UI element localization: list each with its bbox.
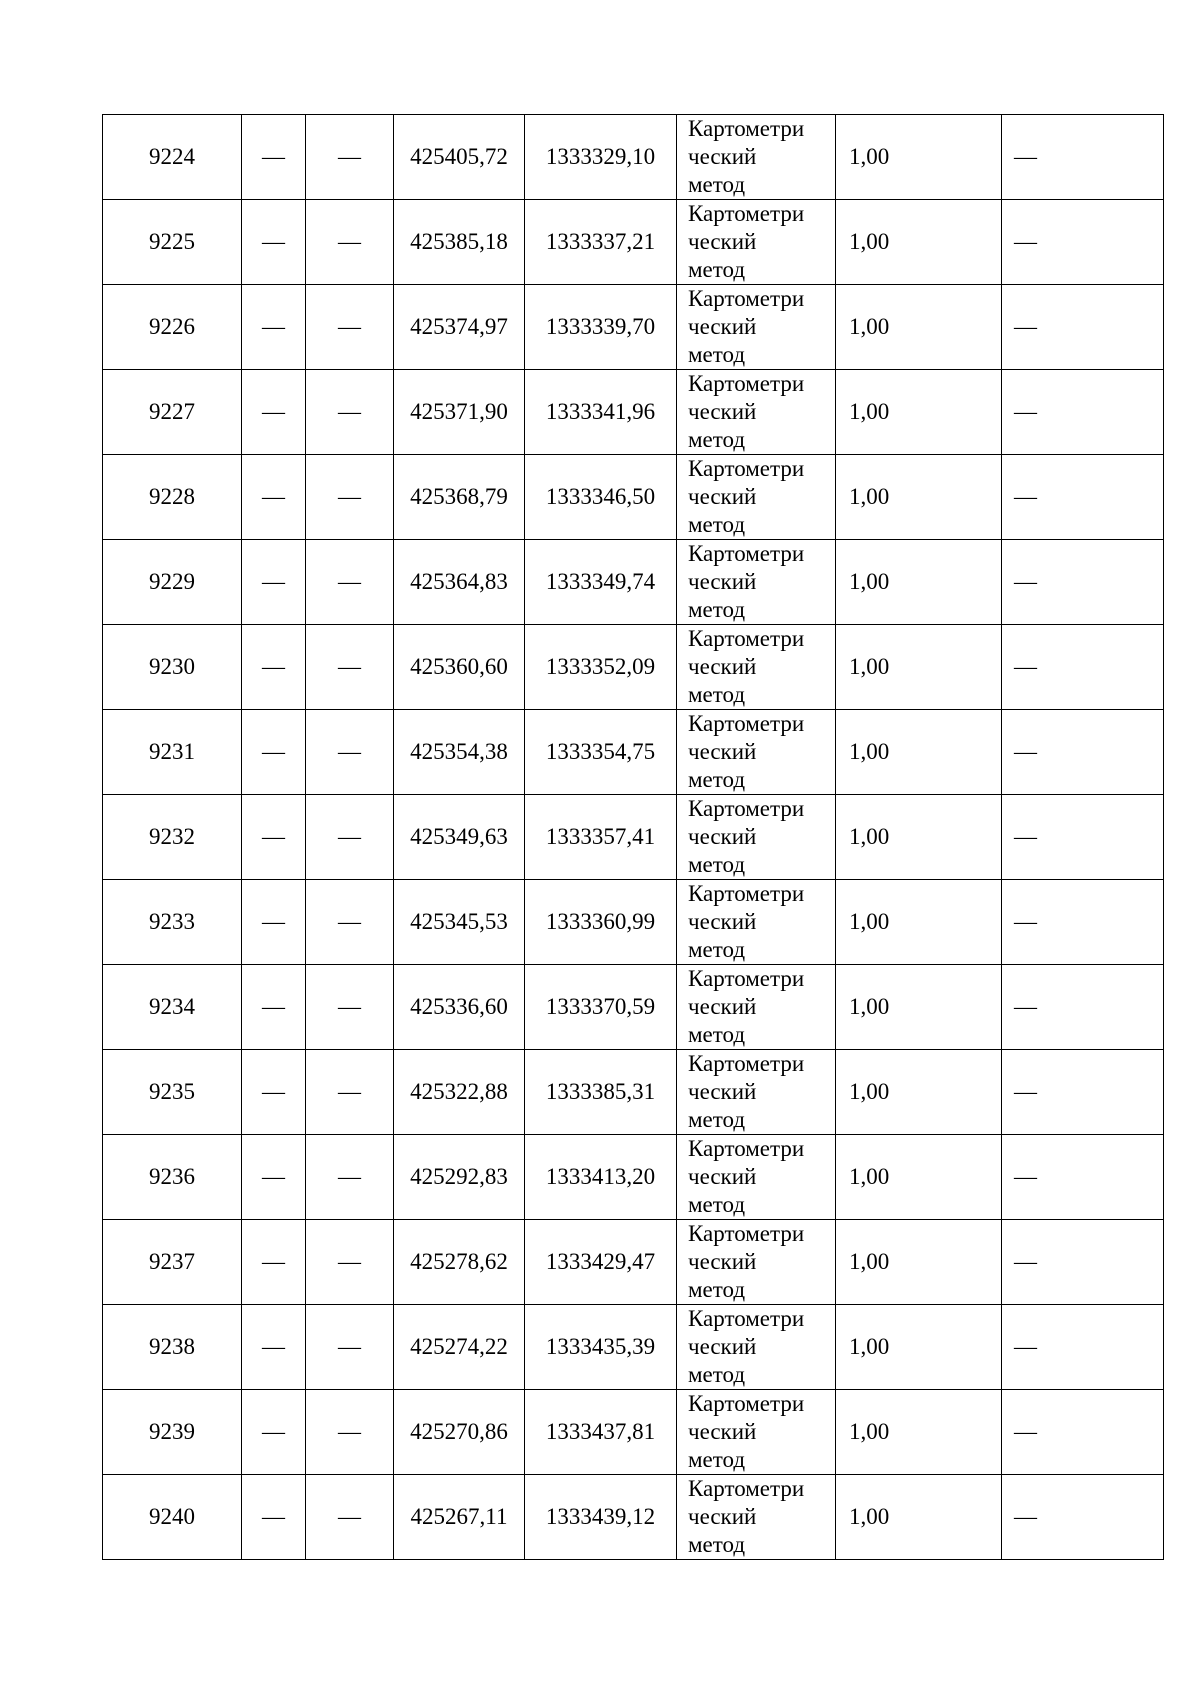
method-text-line: Картометри	[688, 286, 805, 311]
method-text-line: метод	[688, 852, 746, 877]
empty-dash-cell: —	[242, 1135, 306, 1220]
y-coordinate-cell: 1333357,41	[525, 795, 677, 880]
y-coordinate-cell: 1333435,39	[525, 1305, 677, 1390]
x-coordinate-cell: 425364,83	[394, 540, 525, 625]
y-coordinate-cell: 1333341,96	[525, 370, 677, 455]
point-number-cell: 9228	[103, 455, 242, 540]
x-coordinate-cell: 425267,11	[394, 1475, 525, 1560]
point-number-cell: 9225	[103, 200, 242, 285]
empty-dash-cell: —	[1002, 285, 1164, 370]
point-number-cell: 9226	[103, 285, 242, 370]
empty-dash-cell: —	[1002, 1305, 1164, 1390]
method-cell	[677, 540, 836, 625]
table-row	[103, 965, 1164, 1050]
point-number-cell: 9233	[103, 880, 242, 965]
empty-dash-cell: —	[306, 370, 394, 455]
method-text-line: метод	[688, 682, 746, 707]
table-row	[103, 200, 1164, 285]
table-row	[103, 540, 1164, 625]
method-text-line: метод	[688, 1022, 746, 1047]
method-text-line: метод	[688, 767, 746, 792]
empty-dash-cell: —	[306, 1305, 394, 1390]
method-cell	[677, 115, 836, 200]
empty-dash-cell: —	[242, 455, 306, 540]
empty-dash-cell: —	[242, 370, 306, 455]
method-text-line: Картометри	[688, 796, 805, 821]
method-cell	[677, 710, 836, 795]
method-text-line: ческий	[688, 909, 757, 934]
method-cell	[677, 1305, 836, 1390]
y-coordinate-cell: 1333346,50	[525, 455, 677, 540]
method-text-line: метод	[688, 1277, 746, 1302]
method-text-line: Картометри	[688, 966, 805, 991]
method-text-line: ческий	[688, 1249, 757, 1274]
empty-dash-cell: —	[1002, 880, 1164, 965]
empty-dash-cell: —	[306, 1050, 394, 1135]
point-number-cell: 9229	[103, 540, 242, 625]
method-text-line: метод	[688, 512, 746, 537]
method-text-line: метод	[688, 1532, 746, 1557]
accuracy-cell: 1,00	[836, 455, 1002, 540]
method-cell	[677, 1050, 836, 1135]
method-text-line: Картометри	[688, 1476, 805, 1501]
accuracy-cell: 1,00	[836, 710, 1002, 795]
accuracy-cell: 1,00	[836, 880, 1002, 965]
x-coordinate-cell: 425349,63	[394, 795, 525, 880]
accuracy-cell: 1,00	[836, 1135, 1002, 1220]
table-row	[103, 1305, 1164, 1390]
method-text-line: метод	[688, 1362, 746, 1387]
x-coordinate-cell: 425270,86	[394, 1390, 525, 1475]
empty-dash-cell: —	[242, 200, 306, 285]
method-text-line: ческий	[688, 1164, 757, 1189]
x-coordinate-cell: 425292,83	[394, 1135, 525, 1220]
y-coordinate-cell: 1333439,12	[525, 1475, 677, 1560]
table-row	[103, 285, 1164, 370]
method-text-line: метод	[688, 1107, 746, 1132]
point-number-cell: 9227	[103, 370, 242, 455]
accuracy-cell: 1,00	[836, 795, 1002, 880]
empty-dash-cell: —	[306, 965, 394, 1050]
accuracy-cell: 1,00	[836, 1220, 1002, 1305]
method-text-line: ческий	[688, 824, 757, 849]
method-text-line: ческий	[688, 1079, 757, 1104]
table-row	[103, 455, 1164, 540]
point-number-cell: 9236	[103, 1135, 242, 1220]
method-cell	[677, 1390, 836, 1475]
method-text-line: метод	[688, 427, 746, 452]
method-text-line: метод	[688, 257, 746, 282]
method-cell	[677, 795, 836, 880]
method-text-line: метод	[688, 342, 746, 367]
empty-dash-cell: —	[242, 795, 306, 880]
x-coordinate-cell: 425368,79	[394, 455, 525, 540]
accuracy-cell: 1,00	[836, 285, 1002, 370]
x-coordinate-cell: 425345,53	[394, 880, 525, 965]
empty-dash-cell: —	[242, 625, 306, 710]
table-row	[103, 710, 1164, 795]
method-cell	[677, 965, 836, 1050]
empty-dash-cell: —	[1002, 795, 1164, 880]
coordinates-table	[102, 114, 1164, 1560]
method-text-line: Картометри	[688, 881, 805, 906]
empty-dash-cell: —	[1002, 370, 1164, 455]
empty-dash-cell: —	[306, 625, 394, 710]
y-coordinate-cell: 1333337,21	[525, 200, 677, 285]
point-number-cell: 9240	[103, 1475, 242, 1560]
empty-dash-cell: —	[1002, 455, 1164, 540]
table-body	[103, 115, 1164, 1560]
x-coordinate-cell: 425336,60	[394, 965, 525, 1050]
point-number-cell: 9224	[103, 115, 242, 200]
method-cell	[677, 1135, 836, 1220]
empty-dash-cell: —	[1002, 965, 1164, 1050]
empty-dash-cell: —	[1002, 1390, 1164, 1475]
x-coordinate-cell: 425374,97	[394, 285, 525, 370]
empty-dash-cell: —	[1002, 1475, 1164, 1560]
point-number-cell: 9235	[103, 1050, 242, 1135]
point-number-cell: 9238	[103, 1305, 242, 1390]
method-cell	[677, 200, 836, 285]
y-coordinate-cell: 1333370,59	[525, 965, 677, 1050]
table-row	[103, 1135, 1164, 1220]
method-text-line: ческий	[688, 654, 757, 679]
empty-dash-cell: —	[306, 710, 394, 795]
empty-dash-cell: —	[242, 880, 306, 965]
empty-dash-cell: —	[306, 1135, 394, 1220]
empty-dash-cell: —	[242, 1475, 306, 1560]
accuracy-cell: 1,00	[836, 200, 1002, 285]
method-text-line: метод	[688, 597, 746, 622]
table-row	[103, 1475, 1164, 1560]
method-text-line: Картометри	[688, 1391, 805, 1416]
method-text-line: Картометри	[688, 541, 805, 566]
table-row	[103, 1050, 1164, 1135]
method-cell	[677, 455, 836, 540]
y-coordinate-cell: 1333352,09	[525, 625, 677, 710]
method-text-line: ческий	[688, 994, 757, 1019]
x-coordinate-cell: 425322,88	[394, 1050, 525, 1135]
method-cell	[677, 370, 836, 455]
method-text-line: ческий	[688, 739, 757, 764]
empty-dash-cell: —	[242, 1305, 306, 1390]
empty-dash-cell: —	[242, 1050, 306, 1135]
accuracy-cell: 1,00	[836, 1050, 1002, 1135]
y-coordinate-cell: 1333437,81	[525, 1390, 677, 1475]
empty-dash-cell: —	[306, 1220, 394, 1305]
method-text-line: Картометри	[688, 1136, 805, 1161]
y-coordinate-cell: 1333339,70	[525, 285, 677, 370]
y-coordinate-cell: 1333385,31	[525, 1050, 677, 1135]
accuracy-cell: 1,00	[836, 1390, 1002, 1475]
point-number-cell: 9232	[103, 795, 242, 880]
empty-dash-cell: —	[242, 115, 306, 200]
y-coordinate-cell: 1333413,20	[525, 1135, 677, 1220]
empty-dash-cell: —	[306, 795, 394, 880]
accuracy-cell: 1,00	[836, 965, 1002, 1050]
y-coordinate-cell: 1333360,99	[525, 880, 677, 965]
y-coordinate-cell: 1333354,75	[525, 710, 677, 795]
method-cell	[677, 880, 836, 965]
method-text-line: ческий	[688, 399, 757, 424]
method-text-line: Картометри	[688, 1221, 805, 1246]
method-text-line: Картометри	[688, 456, 805, 481]
x-coordinate-cell: 425274,22	[394, 1305, 525, 1390]
accuracy-cell: 1,00	[836, 1475, 1002, 1560]
accuracy-cell: 1,00	[836, 1305, 1002, 1390]
method-text-line: метод	[688, 1192, 746, 1217]
empty-dash-cell: —	[242, 710, 306, 795]
x-coordinate-cell: 425360,60	[394, 625, 525, 710]
x-coordinate-cell: 425385,18	[394, 200, 525, 285]
table-row	[103, 115, 1164, 200]
empty-dash-cell: —	[1002, 540, 1164, 625]
x-coordinate-cell: 425354,38	[394, 710, 525, 795]
point-number-cell: 9231	[103, 710, 242, 795]
point-number-cell: 9237	[103, 1220, 242, 1305]
empty-dash-cell: —	[1002, 710, 1164, 795]
table-row	[103, 880, 1164, 965]
point-number-cell: 9230	[103, 625, 242, 710]
method-text-line: метод	[688, 1447, 746, 1472]
table-row	[103, 1390, 1164, 1475]
accuracy-cell: 1,00	[836, 625, 1002, 710]
empty-dash-cell: —	[306, 200, 394, 285]
empty-dash-cell: —	[1002, 1220, 1164, 1305]
method-text-line: Картометри	[688, 1051, 805, 1076]
method-text-line: метод	[688, 937, 746, 962]
method-text-line: ческий	[688, 314, 757, 339]
method-text-line: ческий	[688, 484, 757, 509]
y-coordinate-cell: 1333349,74	[525, 540, 677, 625]
method-text-line: метод	[688, 172, 746, 197]
empty-dash-cell: —	[242, 285, 306, 370]
empty-dash-cell: —	[306, 115, 394, 200]
method-text-line: Картометри	[688, 116, 805, 141]
empty-dash-cell: —	[306, 880, 394, 965]
method-text-line: ческий	[688, 144, 757, 169]
accuracy-cell: 1,00	[836, 370, 1002, 455]
empty-dash-cell: —	[1002, 1135, 1164, 1220]
point-number-cell: 9234	[103, 965, 242, 1050]
method-cell	[677, 285, 836, 370]
empty-dash-cell: —	[242, 540, 306, 625]
method-text-line: Картометри	[688, 626, 805, 651]
table-row	[103, 625, 1164, 710]
method-cell	[677, 1220, 836, 1305]
empty-dash-cell: —	[242, 1220, 306, 1305]
method-text-line: ческий	[688, 1419, 757, 1444]
method-text-line: ческий	[688, 1504, 757, 1529]
method-text-line: Картометри	[688, 711, 805, 736]
empty-dash-cell: —	[306, 1475, 394, 1560]
y-coordinate-cell: 1333429,47	[525, 1220, 677, 1305]
table-row	[103, 795, 1164, 880]
empty-dash-cell: —	[306, 540, 394, 625]
method-text-line: ческий	[688, 1334, 757, 1359]
empty-dash-cell: —	[1002, 625, 1164, 710]
method-text-line: Картометри	[688, 201, 805, 226]
empty-dash-cell: —	[1002, 1050, 1164, 1135]
method-text-line: Картометри	[688, 1306, 805, 1331]
empty-dash-cell: —	[1002, 200, 1164, 285]
method-text-line: Картометри	[688, 371, 805, 396]
empty-dash-cell: —	[1002, 115, 1164, 200]
point-number-cell: 9239	[103, 1390, 242, 1475]
table-row	[103, 1220, 1164, 1305]
x-coordinate-cell: 425278,62	[394, 1220, 525, 1305]
empty-dash-cell: —	[242, 965, 306, 1050]
method-cell	[677, 1475, 836, 1560]
table-row	[103, 370, 1164, 455]
empty-dash-cell: —	[306, 1390, 394, 1475]
method-text-line: ческий	[688, 569, 757, 594]
method-cell	[677, 625, 836, 710]
accuracy-cell: 1,00	[836, 115, 1002, 200]
empty-dash-cell: —	[306, 455, 394, 540]
empty-dash-cell: —	[242, 1390, 306, 1475]
x-coordinate-cell: 425405,72	[394, 115, 525, 200]
empty-dash-cell: —	[306, 285, 394, 370]
x-coordinate-cell: 425371,90	[394, 370, 525, 455]
accuracy-cell: 1,00	[836, 540, 1002, 625]
y-coordinate-cell: 1333329,10	[525, 115, 677, 200]
method-text-line: ческий	[688, 229, 757, 254]
